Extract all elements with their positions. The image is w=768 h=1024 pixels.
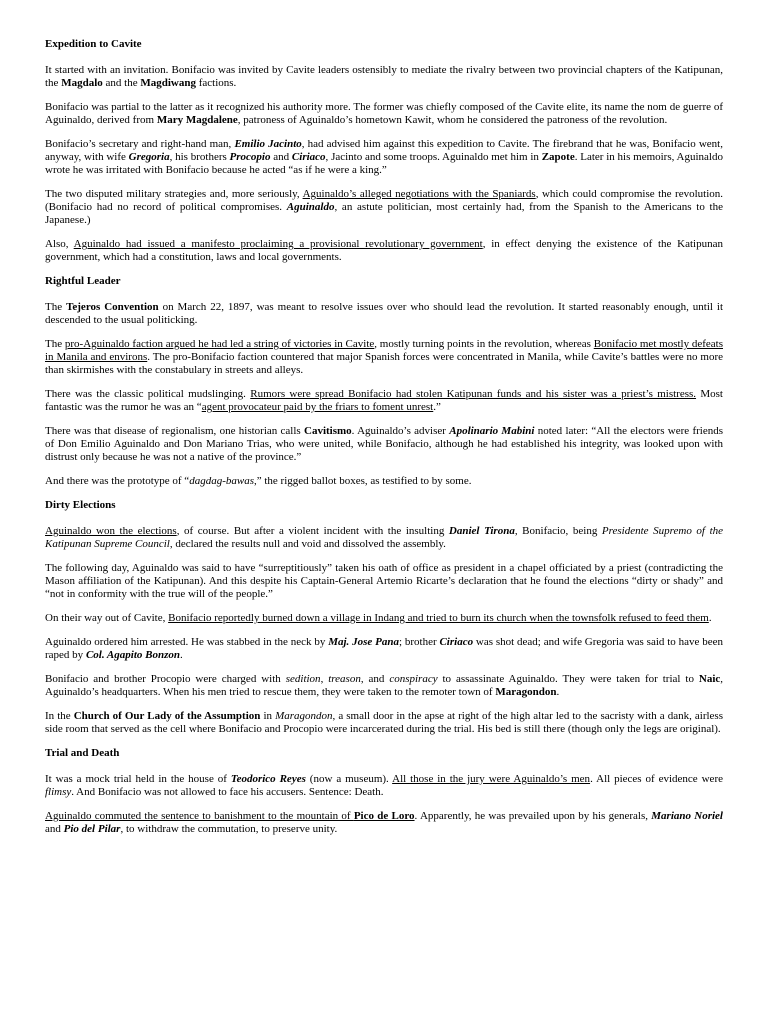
text-run: There was that disease of regionalism, one historian calls: [45, 425, 304, 437]
emphasized-text: Magdalo: [61, 77, 103, 89]
emphasized-text: Ciriaco: [291, 151, 326, 163]
emphasized-text: Maj. Jose Pana: [328, 636, 399, 648]
text-run: , his brothers: [169, 151, 230, 163]
emphasized-text: Pio del Pilar: [63, 823, 121, 835]
text-run: . Apparently, he was prevailed upon by his generals,: [414, 810, 652, 822]
text-run: , Bonifacio, being: [514, 525, 602, 537]
section-heading: Dirty Elections: [45, 499, 116, 511]
text-run: . The pro-Bonifacio faction countered that major Spanish forces were concentrated in Manila, while Cavite’s battles were no more than skirmishes with the constabulary in streets and alleys.: [45, 351, 724, 376]
emphasized-text: treason: [328, 673, 361, 685]
text-run: The: [45, 301, 67, 313]
body-paragraph: [45, 338, 723, 377]
underlined-text: Bonifacio met mostly defeats in Manila and environs: [45, 338, 723, 363]
text-run: , Aguinaldo’s headquarters. When his men tried to rescue them, they were taken to the remoter town of: [45, 673, 724, 698]
emphasized-text: Magdiwang: [140, 77, 196, 89]
body-paragraph: [45, 238, 723, 264]
emphasized-text: Emilio Jacinto: [234, 138, 302, 150]
text-run: And there was the prototype of “: [45, 475, 190, 487]
emphasized-text: Maragondon: [275, 710, 333, 722]
text-run: ,: [320, 673, 329, 685]
emphasized-text: Presidente Supremo of the Katipunan Supreme Council: [45, 525, 724, 550]
emphasized-text: Church of Our Lady of the Assumption: [73, 710, 261, 722]
text-run: . And Bonifacio was not allowed to face his accusers. Sentence: Death.: [71, 786, 384, 798]
emphasized-text: Gregoria: [128, 151, 170, 163]
body-paragraph: [45, 425, 723, 464]
body-paragraph: [45, 475, 723, 488]
body-paragraph: [45, 101, 723, 127]
body-paragraph: [45, 673, 723, 699]
text-run: , to withdraw the commutation, to preserve unity.: [120, 823, 338, 835]
underlined-text: Aguinaldo commuted the sentence to banishment to the mountain of: [45, 810, 354, 822]
text-run: .: [708, 612, 712, 624]
text-run: Bonifacio’s secretary and right-hand man,: [45, 138, 235, 150]
text-run: , and: [360, 673, 390, 685]
text-run: In the: [45, 710, 74, 722]
emphasized-text: conspiracy: [389, 673, 438, 685]
body-paragraph: [45, 64, 723, 90]
text-run: It was a mock trial held in the house of: [45, 773, 231, 785]
text-run: to assassinate Aguinaldo. They were taken for trial to: [437, 673, 699, 685]
emphasized-text: Mary Magdalene: [156, 114, 238, 126]
text-run: Most fantastic was the rumor he was an “: [45, 388, 723, 413]
text-run: , declared the results null and void and dissolved the assembly.: [169, 538, 446, 550]
text-run: . Later in his memoirs, Aguinaldo wrote he was irritated with Bonifacio because he acted “as if he were a king.”: [45, 151, 723, 176]
text-run: ; brother: [398, 636, 440, 648]
emphasized-text: sedition: [285, 673, 321, 685]
text-run: , an astute politician, most certainly had, from the Spanish to the Americans to the Japanese.): [45, 201, 723, 226]
emphasized-text: flimsy: [45, 786, 72, 798]
text-run: , of course. But after a violent incident with the insulting: [176, 525, 449, 537]
text-run: on March 22, 1897, was meant to resolve issues over who should lead the revolution. It started reasonably enough, until it descended to the usual politicking.: [45, 301, 723, 326]
underlined-text: Rumors were spread Bonifacio had stolen Katipunan funds and his sister was a priest’s mistress.: [250, 388, 697, 400]
section-heading: Rightful Leader: [45, 275, 121, 287]
body-paragraph: [45, 188, 723, 227]
body-paragraph: [45, 388, 723, 414]
emphasized-text: Apolinario Mabini: [449, 425, 535, 437]
text-run: . All pieces of evidence were: [590, 773, 723, 785]
text-run: , patroness of Aguinaldo’s hometown Kawit, whom he considered the patroness of the revolution.: [237, 114, 668, 126]
emphasized-text: Ciriaco: [439, 636, 474, 648]
text-run: The two disputed military strategies and, more seriously,: [45, 188, 303, 200]
body-paragraph: [45, 301, 723, 327]
text-run: .: [179, 649, 183, 661]
text-run: , Jacinto and some troops. Aguinaldo met him in: [325, 151, 542, 163]
text-run: ,” the rigged ballot boxes, as testified to by some.: [253, 475, 472, 487]
emphasized-text: Col. Agapito Bonzon: [85, 649, 180, 661]
section-heading: Trial and Death: [45, 747, 120, 759]
text-run: Bonifacio was partial to the latter as it recognized his authority more. The former was chiefly composed of the Cavite elite, its name the nom de guerre of Aguinaldo, derived from: [45, 101, 723, 126]
emphasized-text: Maragondon: [495, 686, 557, 698]
text-run: On their way out of Cavite,: [45, 612, 169, 624]
emphasized-text: Naic: [698, 673, 721, 685]
section-heading: Expedition to Cavite: [45, 38, 142, 50]
text-run: , a small door in the apse at right of the high altar led to the sacristy with a dank, airless side room that served as the cell where Bonifacio and Procopio were incarcerated during the trial. His bed is still there (though only the legs are original).: [45, 710, 723, 735]
underlined-text: All those in the jury were Aguinaldo’s men: [392, 773, 591, 785]
text-run: There was the classic political mudslinging.: [45, 388, 251, 400]
text-run: The: [45, 338, 65, 350]
text-run: and: [45, 823, 64, 835]
text-run: was shot dead; and wife Gregoria was said to have been raped by: [45, 636, 723, 661]
text-run: in: [260, 710, 276, 722]
underlined-text: Aguinaldo won the elections: [45, 525, 177, 537]
text-run: .”: [433, 401, 441, 413]
body-paragraph: [45, 810, 723, 836]
text-run: Aguinaldo ordered him arrested. He was stabbed in the neck by: [45, 636, 329, 648]
emphasized-text: dagdag-bawas: [189, 475, 254, 487]
text-run: factions.: [195, 77, 237, 89]
text-run: and the: [102, 77, 141, 89]
text-run: , in effect denying the existence of the Katipunan government, which had a constitution, laws and local governments.: [45, 238, 723, 263]
underlined-text: pro-Aguinaldo faction argued he had led a string of victories in Cavite: [64, 338, 375, 350]
text-run: Also,: [45, 238, 74, 250]
text-run: The following day, Aguinaldo was said to have “surreptitiously” taken his oath of office as president in a chapel officiated by a priest (contradicting the Mason affiliation of the Katipunan). And this despite his Captain-General Artemio Ricarte’s declaration that he found the elections “dirty or shady” and “not in conformity with the true will of the people.”: [45, 562, 723, 600]
underlined-text: agent provocateur paid by the friars to foment unrest: [201, 401, 434, 413]
text-run: It started with an invitation. Bonifacio was invited by Cavite leaders ostensibly to mediate the rivalry between two provincial chapters of the Katipunan, the: [45, 64, 723, 89]
body-paragraph: [45, 525, 723, 551]
body-paragraph: [45, 636, 723, 662]
text-run: . Aguinaldo’s adviser: [351, 425, 450, 437]
text-run: .: [556, 686, 560, 698]
emphasized-text: Mariano Noriel: [651, 810, 723, 822]
emphasized-text: Cavitismo: [304, 425, 352, 437]
emphasized-text: Procopio: [229, 151, 271, 163]
underlined-text: Aguinaldo’s alleged negotiations with the Spaniards: [302, 188, 536, 200]
text-run: , mostly turning points in the revolution, whereas: [374, 338, 594, 350]
body-paragraph: [45, 612, 723, 625]
emphasized-text: Aguinaldo: [286, 201, 335, 213]
underlined-text: Bonifacio reportedly burned down a village in Indang and tried to burn its church when the townsfolk refused to feed them: [168, 612, 709, 624]
emphasized-text: Teodorico Reyes: [230, 773, 306, 785]
emphasized-text: Zapote: [541, 151, 575, 163]
text-run: , which could compromise the revolution. (Bonifacio had no record of political compromises.: [45, 188, 724, 213]
body-paragraph: [45, 138, 723, 177]
body-paragraph: [45, 562, 723, 601]
text-run: noted later: “All the electors were friends of Don Emilio Aguinaldo and Don Mariano Trias, who were united, while Bonifacio, although he had established his integrity, was looked upon with distrust only because he was not a native of the province.”: [45, 425, 723, 463]
body-paragraph: [45, 773, 723, 799]
text-run: (now a museum).: [305, 773, 393, 785]
body-paragraph: [45, 710, 723, 736]
emphasized-text: Tejeros Convention: [66, 301, 159, 313]
text-run: and: [270, 151, 292, 163]
text-run: , had advised him against this expedition to Cavite. The firebrand that he was, Bonifacio went, anyway, with wife: [45, 138, 723, 163]
emphasized-text: Daniel Tirona: [448, 525, 515, 537]
underlined-text: Pico de Loro: [353, 810, 415, 822]
underlined-text: Aguinaldo had issued a manifesto proclaiming a provisional revolutionary government: [73, 238, 483, 250]
text-run: Bonifacio and brother Procopio were charged with: [45, 673, 286, 685]
